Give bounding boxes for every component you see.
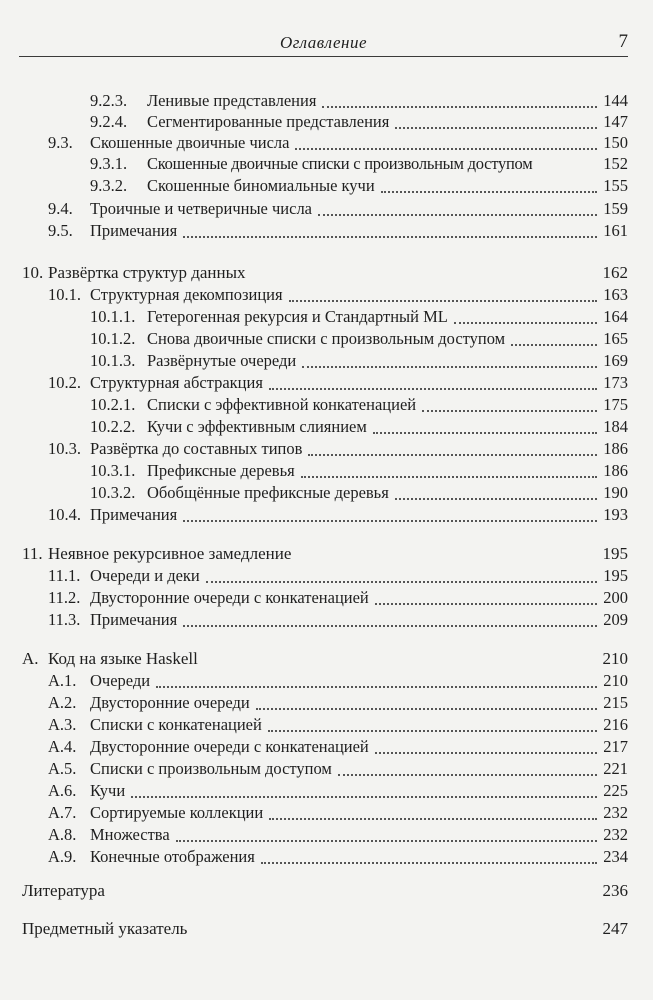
leader-dots (395, 497, 597, 500)
page-ref: 195 (602, 544, 628, 563)
section-title: Кучи (90, 781, 126, 800)
page-number: 7 (618, 31, 628, 52)
section-number: 11.2. (48, 588, 81, 607)
leader-dots (422, 409, 597, 412)
section-number: 11.1. (48, 566, 81, 585)
section-title: Конечные отображения (90, 847, 255, 866)
page-ref: 175 (603, 395, 628, 414)
section-title: Очереди и деки (90, 566, 200, 585)
page-ref: 217 (603, 737, 628, 756)
leader-dots (373, 431, 597, 434)
section-title: Развёрнутые очереди (147, 351, 297, 370)
section-number: 9.5. (48, 221, 73, 240)
toc-entry[interactable] (90, 111, 628, 133)
page-ref: 234 (603, 847, 628, 866)
chapter-number: A. (22, 649, 39, 668)
chapter-title: Предметный указатель (22, 919, 188, 938)
leader-dots (381, 190, 598, 193)
section-title: Кучи с эффективным слиянием (147, 417, 367, 436)
toc-entry[interactable] (48, 587, 628, 609)
section-title: Обобщённые префиксные деревья (147, 483, 389, 502)
section-number: 10.1.2. (90, 329, 136, 348)
page-ref: 225 (603, 781, 628, 800)
toc-entry[interactable] (48, 824, 628, 846)
toc-entry[interactable] (48, 846, 628, 868)
page-ref: 190 (603, 483, 628, 502)
section-title: Скошенные двоичные числа (90, 133, 290, 152)
section-number: A.5. (48, 759, 77, 778)
section-title: Примечания (90, 221, 178, 240)
section-title: Снова двоичные списки с произвольным доступом (147, 329, 506, 348)
chapter-number: 11. (22, 544, 43, 563)
page-ref: 164 (603, 307, 628, 326)
leader-dots (183, 519, 597, 522)
page-ref: 232 (603, 825, 628, 844)
section-title: Примечания (90, 610, 178, 629)
page-ref: 155 (603, 176, 628, 195)
section-number: 10.3. (48, 439, 81, 458)
section-number: 9.2.4. (90, 112, 128, 131)
section-number: 10.3.1. (90, 461, 136, 480)
leader-dots (295, 147, 597, 150)
toc-entry[interactable] (48, 802, 628, 824)
section-title: Списки с произвольным доступом (90, 759, 332, 778)
section-title: Развёртка до составных типов (90, 439, 303, 458)
toc-entry[interactable] (48, 758, 628, 780)
page-ref: 169 (603, 351, 628, 370)
toc-entry[interactable] (48, 736, 628, 758)
leader-dots (375, 602, 597, 605)
section-number: 10.2. (48, 373, 81, 392)
toc-entry[interactable] (48, 284, 628, 306)
toc-entry[interactable] (48, 714, 628, 736)
section-number: 10.1. (48, 285, 81, 304)
page-ref: 163 (603, 285, 628, 304)
page-ref: 173 (603, 373, 628, 392)
section-title: Очереди (90, 671, 151, 690)
toc-entry[interactable] (90, 416, 628, 438)
page-ref: 184 (603, 417, 628, 436)
leader-dots (268, 729, 597, 732)
leader-dots (261, 861, 597, 864)
toc-entry[interactable] (48, 504, 628, 526)
chapter-title: Развёртка структур данных (48, 263, 246, 282)
section-number: A.8. (48, 825, 77, 844)
leader-dots (308, 453, 597, 456)
toc-entry[interactable] (90, 460, 628, 482)
chapter-number: 10. (22, 263, 44, 282)
section-number: 9.2.3. (90, 91, 128, 110)
toc-chapter-entry[interactable] (22, 918, 628, 940)
page-ref: 186 (603, 439, 628, 458)
leader-dots (301, 475, 598, 478)
page-ref: 210 (602, 649, 628, 668)
section-title: Двусторонние очереди с конкатенацией (90, 588, 369, 607)
toc-entry[interactable] (48, 670, 628, 692)
section-number: 9.4. (48, 199, 73, 218)
section-number: A.2. (48, 693, 77, 712)
section-title: Префиксные деревья (147, 461, 295, 480)
section-number: 10.1.1. (90, 307, 136, 326)
toc-entry[interactable] (48, 780, 628, 802)
page-ref: 152 (603, 154, 628, 173)
toc-chapter-entry[interactable] (22, 262, 628, 284)
section-number: 10.2.1. (90, 395, 136, 414)
toc-chapter-entry[interactable] (22, 880, 628, 902)
section-title: Двусторонние очереди (90, 693, 250, 712)
section-title: Списки с конкатенацией (90, 715, 262, 734)
page-ref: 150 (603, 133, 628, 152)
leader-dots (183, 235, 597, 238)
section-number: A.7. (48, 803, 77, 822)
toc-chapter-entry[interactable] (22, 543, 628, 565)
page-ref: 195 (603, 566, 628, 585)
running-title: Оглавление (279, 33, 368, 52)
leader-dots (183, 624, 597, 627)
toc-entry[interactable] (48, 132, 628, 154)
section-title: Ленивые представления (147, 91, 317, 110)
toc-entry[interactable] (90, 153, 628, 175)
toc-entry[interactable] (90, 394, 628, 416)
page-ref: 200 (603, 588, 628, 607)
leader-dots (269, 817, 597, 820)
page-ref: 162 (602, 263, 628, 282)
chapter-title: Литература (22, 881, 105, 900)
section-title: Троичные и четверичные числа (90, 199, 313, 218)
section-number: 9.3. (48, 133, 73, 152)
leader-dots (395, 126, 597, 129)
page-ref: 209 (603, 610, 628, 629)
section-title: Структурная абстракция (90, 373, 263, 392)
chapter-title: Код на языке Haskell (48, 649, 198, 668)
section-title: Примечания (90, 505, 178, 524)
section-number: 11.3. (48, 610, 81, 629)
leader-dots (289, 299, 598, 302)
chapter-title: Неявное рекурсивное замедление (48, 544, 292, 563)
section-title: Двусторонние очереди с конкатенацией (90, 737, 369, 756)
toc-entry[interactable] (90, 90, 628, 112)
leader-dots (206, 580, 597, 583)
leader-dots (156, 685, 597, 688)
page-ref: 144 (603, 91, 628, 110)
page-ref: 236 (602, 881, 628, 900)
toc-chapter-entry[interactable] (22, 648, 628, 670)
toc-entry[interactable] (90, 306, 628, 328)
page-ref: 186 (603, 461, 628, 480)
toc-entry[interactable] (48, 609, 628, 631)
page-ref: 216 (603, 715, 628, 734)
leader-dots (322, 105, 597, 108)
section-number: 10.2.2. (90, 417, 136, 436)
leader-dots (454, 321, 597, 324)
toc-entry[interactable] (48, 438, 628, 460)
page-ref: 215 (603, 693, 628, 712)
section-title: Скошенные биномиальные кучи (147, 176, 375, 195)
section-title: Множества (90, 825, 170, 844)
page-ref: 161 (603, 221, 628, 240)
section-number: 10.3.2. (90, 483, 136, 502)
toc-entry[interactable] (90, 350, 628, 372)
toc-entry[interactable] (90, 482, 628, 504)
leader-dots (302, 365, 597, 368)
page-ref: 159 (603, 199, 628, 218)
leader-dots (375, 751, 597, 754)
page-ref: 232 (603, 803, 628, 822)
leader-dots (511, 343, 597, 346)
section-number: A.9. (48, 847, 77, 866)
toc-entry[interactable] (48, 198, 628, 220)
page-ref: 221 (603, 759, 628, 778)
page-ref: 210 (603, 671, 628, 690)
toc-entry[interactable] (48, 692, 628, 714)
toc-entry[interactable] (90, 175, 628, 197)
page-ref: 247 (602, 919, 628, 938)
section-number: A.6. (48, 781, 77, 800)
toc-entry[interactable] (90, 328, 628, 350)
toc-entry[interactable] (48, 372, 628, 394)
leader-dots (131, 795, 597, 798)
section-number: A.1. (48, 671, 77, 690)
page-ref: 193 (603, 505, 628, 524)
section-number: A.4. (48, 737, 77, 756)
section-number: A.3. (48, 715, 77, 734)
page-ref: 165 (603, 329, 628, 348)
section-number: 9.3.1. (90, 154, 128, 173)
section-title: Структурная декомпозиция (90, 285, 283, 304)
toc-entry[interactable] (48, 220, 628, 242)
page-ref: 147 (603, 112, 628, 131)
section-title: Гетерогенная рекурсия и Стандартный ML (147, 307, 448, 326)
toc-entry[interactable] (48, 565, 628, 587)
section-title: Скошенные двоичные списки с произвольным доступом (147, 154, 533, 173)
leader-dots (176, 839, 598, 842)
leader-dots (338, 773, 597, 776)
section-number: 10.1.3. (90, 351, 136, 370)
section-number: 9.3.2. (90, 176, 128, 195)
section-title: Сортируемые коллекции (90, 803, 264, 822)
leader-dots (256, 707, 597, 710)
leader-dots (269, 387, 597, 390)
section-title: Сегментированные представления (147, 112, 390, 131)
section-title: Списки с эффективной конкатенацией (147, 395, 417, 414)
section-number: 10.4. (48, 505, 81, 524)
leader-dots (318, 213, 597, 216)
